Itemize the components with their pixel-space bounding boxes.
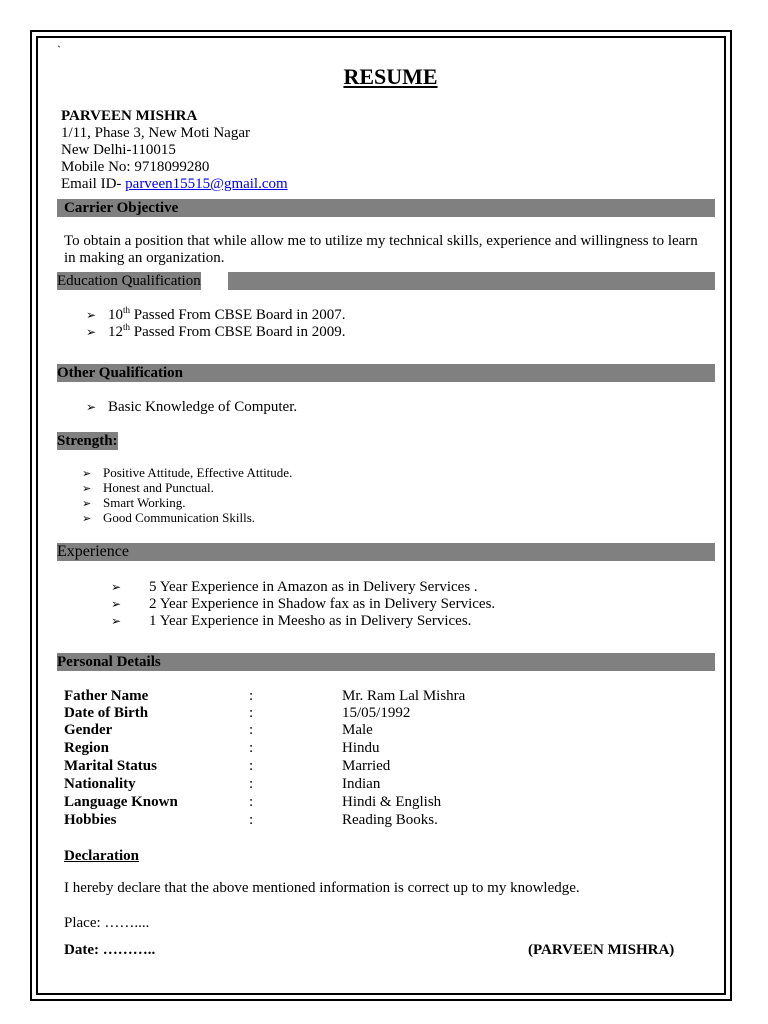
- personal-label: Father Name: [64, 688, 149, 704]
- declaration-text: I hereby declare that the above mentioned information is correct up to my knowledge.: [64, 880, 580, 896]
- strength-item: ➢ Positive Attitude, Effective Attitude.: [82, 465, 293, 480]
- personal-label: Marital Status: [64, 758, 157, 774]
- personal-colon: :: [249, 705, 254, 721]
- address-line-2: New Delhi-110015: [61, 142, 176, 158]
- personal-colon: :: [249, 776, 254, 792]
- experience-item: ➢ 2 Year Experience in Shadow fax as in Delivery Services.: [111, 596, 496, 612]
- arrow-bullet-icon: ➢: [82, 497, 92, 510]
- arrow-bullet-icon: ➢: [86, 400, 97, 414]
- signature-name: (PARVEEN MISHRA): [528, 942, 675, 958]
- strength-item: ➢ Smart Working.: [82, 495, 186, 510]
- objective-heading: Carrier Objective: [64, 200, 179, 216]
- arrow-bullet-icon: ➢: [86, 308, 97, 322]
- strength-item: ➢ Honest and Punctual.: [82, 480, 214, 495]
- personal-colon: :: [249, 794, 254, 810]
- personal-value: Hindi & English: [342, 794, 442, 810]
- strength-heading: Strength:: [57, 433, 118, 449]
- date-line: Date: ………..: [64, 942, 156, 958]
- email-link[interactable]: parveen15515@gmail.com: [125, 176, 288, 192]
- personal-value: Reading Books.: [342, 812, 438, 828]
- arrow-bullet-icon: ➢: [82, 482, 92, 495]
- personal-label: Gender: [64, 722, 113, 738]
- education-heading-bar: [228, 272, 715, 290]
- personal-colon: :: [249, 758, 254, 774]
- strength-item: ➢ Good Communication Skills.: [82, 510, 256, 525]
- arrow-bullet-icon: ➢: [111, 614, 122, 628]
- personal-value: Male: [342, 722, 373, 738]
- personal-label: Language Known: [64, 794, 178, 810]
- objective-text: To obtain a position that while allow me to utilize my technical skills, experience and willingness to learn in making an organization.: [64, 233, 698, 266]
- place-line: Place: ……....: [64, 915, 150, 931]
- address-line-1: 1/11, Phase 3, New Moti Nagar: [61, 125, 250, 141]
- arrow-bullet-icon: ➢: [82, 467, 92, 480]
- tick-mark: `: [57, 43, 61, 57]
- email-line: [61, 176, 288, 193]
- other-item: ➢ Basic Knowledge of Computer.: [86, 399, 298, 415]
- education-item: ➢ 10th Passed From CBSE Board in 2007.: [86, 305, 346, 323]
- education-item: ➢ 12th Passed From CBSE Board in 2009.: [86, 322, 346, 340]
- experience-item: ➢ 1 Year Experience in Meesho as in Delivery Services.: [111, 613, 472, 629]
- resume-title: RESUME: [343, 64, 438, 89]
- other-heading: Other Qualification: [57, 365, 183, 381]
- declaration-heading: Declaration: [64, 848, 139, 864]
- arrow-bullet-icon: ➢: [111, 580, 122, 594]
- experience-heading: Experience: [57, 543, 129, 560]
- experience-heading-bar: [57, 543, 715, 561]
- personal-value: Mr. Ram Lal Mishra: [342, 688, 466, 704]
- arrow-bullet-icon: ➢: [111, 597, 122, 611]
- personal-label: Nationality: [64, 776, 136, 792]
- personal-colon: :: [249, 812, 254, 828]
- mobile-number: Mobile No: 9718099280: [61, 159, 210, 175]
- personal-heading: Personal Details: [57, 654, 161, 670]
- education-heading: Education Qualification: [57, 273, 201, 289]
- personal-value: Married: [342, 758, 391, 774]
- arrow-bullet-icon: ➢: [82, 512, 92, 525]
- personal-label: Hobbies: [64, 812, 117, 828]
- personal-colon: :: [249, 722, 254, 738]
- personal-label: Date of Birth: [64, 705, 149, 721]
- personal-colon: :: [249, 740, 254, 756]
- personal-colon: :: [249, 688, 254, 704]
- email-label: Email ID-: [61, 176, 126, 192]
- personal-value: Indian: [342, 776, 381, 792]
- personal-label: Region: [64, 740, 109, 756]
- experience-item: ➢ 5 Year Experience in Amazon as in Delivery Services .: [111, 579, 478, 595]
- personal-value: Hindu: [342, 740, 380, 756]
- arrow-bullet-icon: ➢: [86, 325, 97, 339]
- candidate-name: PARVEEN MISHRA: [61, 108, 198, 124]
- personal-value: 15/05/1992: [342, 705, 411, 721]
